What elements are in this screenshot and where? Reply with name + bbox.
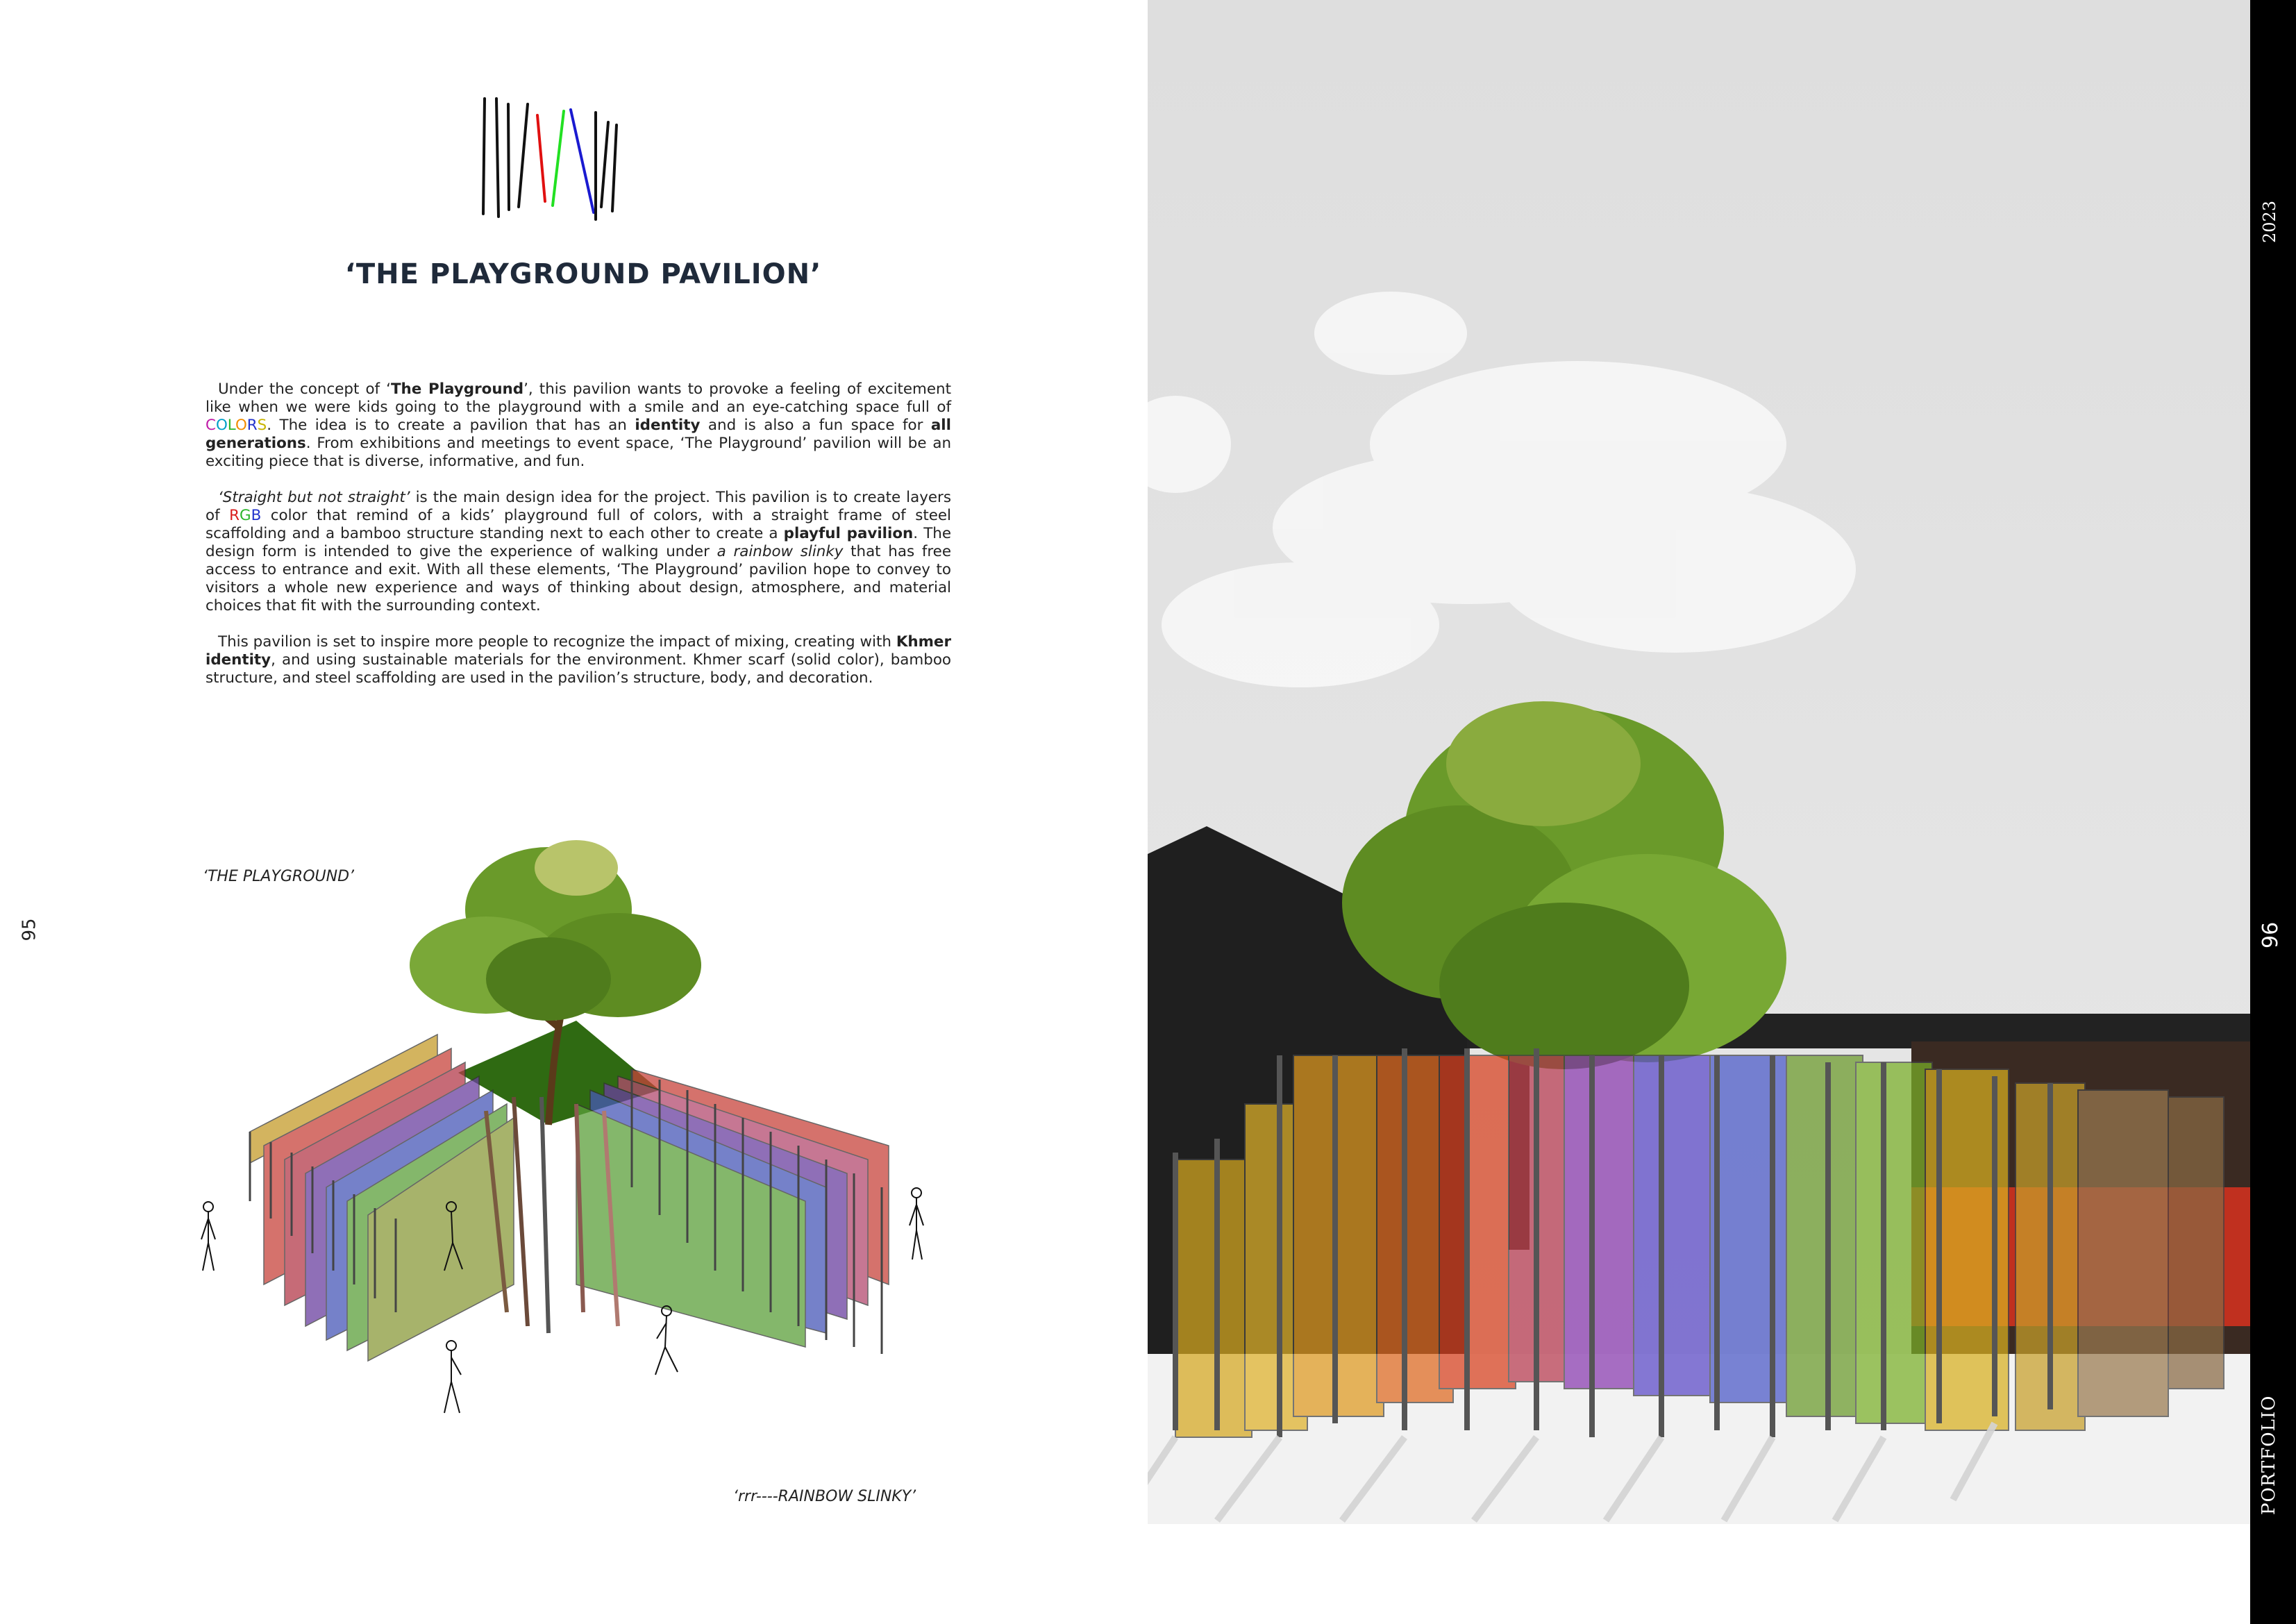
paragraph-3: This pavilion is set to inspire more people to recognize the impact of mixing, creating with Khmer identity, and using sustainable materials for the environment. Khmer scarf (solid color), bamboo structure, and steel scaffolding are used in the pavilion’s structure, body, and decoration. [206,633,951,687]
tree-canopy [410,840,701,1021]
side-bar [2250,0,2296,1624]
page-number-left: 95 [19,918,40,941]
portfolio-label: PORTFOLIO [2259,1395,2279,1515]
body-text [206,380,951,705]
caption-rainbow-slinky: ‘rrr----RAINBOW SLINKY’ [733,1488,916,1505]
isometric-pavilion-illustration [187,798,958,1423]
pavilion-logo-icon [472,90,680,229]
caption-playground: ‘THE PLAYGROUND’ [203,868,355,885]
page-title: ‘THE PLAYGROUND PAVILION’ [344,258,822,290]
paragraph-2: ‘Straight but not straight’ is the main design idea for the project. This pavilion is to create layers of RGB color that remind of a kids’ playground full of colors, with a straight frame of steel scaffolding and a bamboo structure standing next to each other to create a playful pavilion. The design form is intended to give the experience of walking under a rainbow slinky that has free access to entrance and exit. With all these elements, ‘The Playground’ pavilion hope to convey to visitors a whole new experience and ways of thinking about design, atmosphere, and material choices that fit with the surrounding context. [206,489,952,614]
year-label: 2023 [2260,200,2279,243]
page-number-right: 96 [2259,921,2283,948]
left-wing [250,1035,514,1361]
paragraph-1: Under the concept of ‘The Playground’, this pavilion wants to provoke a feeling of excitement like when we were kids going to the playground with a smile and an eye-catching space full of COLORS. The idea is to create a pavilion that has an identity and is also a fun space for all generations. From exhibitions and meetings to event space, ‘The Playground’ pavilion will be an exciting piece that is diverse, informative, and fun. [206,380,951,470]
pavilion-rendering-image [1148,0,2250,1524]
right-wing [576,1069,889,1354]
